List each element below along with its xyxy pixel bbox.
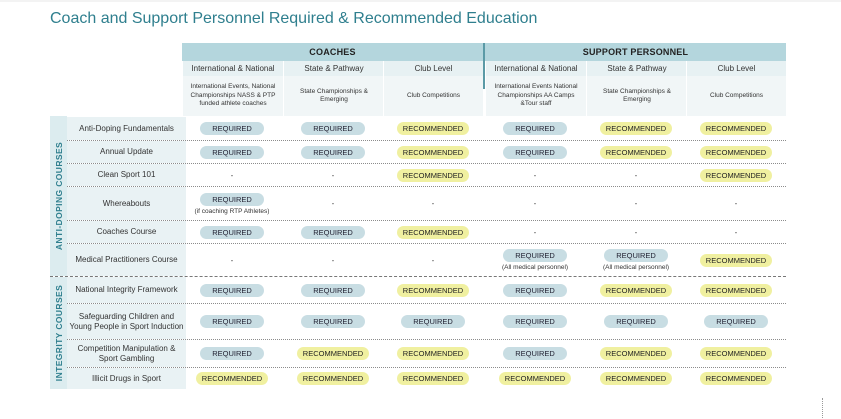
table-cell <box>485 340 585 367</box>
table-cell <box>485 221 585 243</box>
table-cell <box>283 340 383 367</box>
table-cell <box>182 117 282 140</box>
recommended-badge: RECOMMENDED <box>397 146 469 159</box>
recommended-badge: RECOMMENDED <box>397 284 469 297</box>
not-applicable-dash: - <box>734 199 738 208</box>
table-cell <box>383 221 483 243</box>
recommended-badge: RECOMMENDED <box>700 254 772 267</box>
table-cell <box>383 141 483 163</box>
table-cell <box>586 277 686 303</box>
level-description: International Events, National Championships NASS & PTP funded athlete coaches <box>182 76 283 116</box>
course-label: Clean Sport 101 <box>97 170 156 180</box>
level-description: State Championships & Emerging <box>586 76 687 116</box>
recommended-badge: RECOMMENDED <box>600 146 672 159</box>
top-border <box>0 0 841 2</box>
recommended-badge: RECOMMENDED <box>600 372 672 385</box>
level-header: International & National <box>182 61 283 76</box>
table-cell <box>586 164 686 186</box>
recommended-badge: RECOMMENDED <box>397 226 469 239</box>
table-cell <box>485 187 585 220</box>
required-badge: REQUIRED <box>200 122 264 135</box>
table-cell <box>182 304 282 339</box>
group-header-support: SUPPORT PERSONNEL <box>485 43 786 61</box>
table-cell <box>586 304 686 339</box>
table-cell <box>586 221 686 243</box>
table-cell <box>686 187 786 220</box>
not-applicable-dash: - <box>331 170 335 180</box>
table-cell <box>182 141 282 163</box>
level-header: State & Pathway <box>586 61 687 76</box>
not-applicable-dash: - <box>331 255 335 265</box>
required-badge: REQUIRED <box>301 146 365 159</box>
level-header: Club Level <box>686 61 786 76</box>
table-cell <box>485 117 585 140</box>
recommended-badge: RECOMMENDED <box>297 347 369 360</box>
table-cell <box>182 340 282 367</box>
required-badge: REQUIRED <box>200 347 264 360</box>
not-applicable-dash: - <box>230 170 234 180</box>
table-cell <box>283 244 383 276</box>
not-applicable-dash: - <box>533 199 537 208</box>
required-badge: REQUIRED <box>301 226 365 239</box>
recommended-badge: RECOMMENDED <box>600 347 672 360</box>
table-cell <box>283 304 383 339</box>
category-label-anti-doping: ANTI-DOPING COURSES <box>54 141 64 251</box>
required-badge: REQUIRED <box>301 122 365 135</box>
table-cell <box>283 221 383 243</box>
not-applicable-dash: - <box>634 199 638 208</box>
course-label: Competition Manipulation & Sport Gambling <box>77 344 176 363</box>
recommended-badge: RECOMMENDED <box>397 169 469 182</box>
table-cell <box>485 368 585 389</box>
table-cell <box>383 304 483 339</box>
table-cell <box>283 277 383 303</box>
table-cell <box>182 244 282 276</box>
required-badge: REQUIRED <box>604 315 668 328</box>
required-badge: REQUIRED <box>503 122 567 135</box>
not-applicable-dash: - <box>533 227 537 237</box>
recommended-badge: RECOMMENDED <box>297 372 369 385</box>
recommended-badge: RECOMMENDED <box>397 372 469 385</box>
table-cell <box>383 187 483 220</box>
table-cell <box>283 187 383 220</box>
table-cell <box>283 368 383 389</box>
table-cell <box>182 164 282 186</box>
required-badge: REQUIRED <box>503 315 567 328</box>
table-cell <box>686 368 786 389</box>
course-label: Coaches Course <box>96 227 157 237</box>
recommended-badge: RECOMMENDED <box>499 372 571 385</box>
table-cell <box>586 187 686 220</box>
table-cell <box>283 164 383 186</box>
required-badge: REQUIRED <box>704 315 768 328</box>
group-header-coaches: COACHES <box>182 43 483 61</box>
recommended-badge: RECOMMENDED <box>700 122 772 135</box>
table-cell <box>383 277 483 303</box>
table-cell <box>485 141 585 163</box>
course-label: Anti-Doping Fundamentals <box>79 123 174 133</box>
table-cell <box>586 244 686 276</box>
required-badge: REQUIRED <box>301 284 365 297</box>
table-cell <box>686 340 786 367</box>
table-cell <box>383 340 483 367</box>
not-applicable-dash: - <box>431 255 435 265</box>
recommended-badge: RECOMMENDED <box>196 372 268 385</box>
required-badge: REQUIRED <box>401 315 465 328</box>
level-description: International Events National Championships AA Camps &Tour staff <box>485 76 586 116</box>
recommended-badge: RECOMMENDED <box>700 146 772 159</box>
table-cell <box>283 141 383 163</box>
table-cell <box>586 117 686 140</box>
course-label: Whereabouts <box>102 198 151 208</box>
required-badge: REQUIRED <box>503 347 567 360</box>
course-label: Annual Update <box>100 147 153 157</box>
required-badge: REQUIRED <box>200 284 264 297</box>
table-cell <box>586 141 686 163</box>
required-badge: REQUIRED <box>503 284 567 297</box>
course-label: Medical Practitioners Course <box>75 255 178 265</box>
table-cell <box>485 277 585 303</box>
table-cell <box>485 164 585 186</box>
table-cell <box>686 304 786 339</box>
cell-note: (if coaching RTP Athletes) <box>194 207 270 215</box>
required-badge: REQUIRED <box>200 146 264 159</box>
not-applicable-dash: - <box>533 170 537 180</box>
table-cell <box>485 244 585 276</box>
table-cell <box>586 340 686 367</box>
table-cell <box>383 368 483 389</box>
table-cell <box>182 221 282 243</box>
required-badge: REQUIRED <box>604 249 668 262</box>
table-cell <box>686 277 786 303</box>
level-description: Club Competitions <box>383 76 483 116</box>
not-applicable-dash: - <box>230 255 234 265</box>
recommended-badge: RECOMMENDED <box>700 372 772 385</box>
category-label-integrity: INTEGRITY COURSES <box>54 284 64 382</box>
table-cell <box>485 304 585 339</box>
not-applicable-dash: - <box>634 227 638 237</box>
table-cell <box>182 277 282 303</box>
table-cell <box>182 187 282 220</box>
table-cell <box>383 164 483 186</box>
table-cell <box>686 164 786 186</box>
recommended-badge: RECOMMENDED <box>700 169 772 182</box>
required-badge: REQUIRED <box>200 226 264 239</box>
required-badge: REQUIRED <box>503 249 567 262</box>
not-applicable-dash: - <box>331 199 335 208</box>
table-cell <box>686 221 786 243</box>
recommended-badge: RECOMMENDED <box>700 284 772 297</box>
recommended-badge: RECOMMENDED <box>397 122 469 135</box>
course-label: National Integrity Framework <box>75 285 178 295</box>
required-badge: REQUIRED <box>200 193 264 206</box>
level-description: State Championships & Emerging <box>283 76 384 116</box>
table-cell <box>586 368 686 389</box>
table-cell <box>182 368 282 389</box>
not-applicable-dash: - <box>634 170 638 180</box>
page-title: Coach and Support Personnel Required & Recommended Education <box>50 10 538 27</box>
cell-note: (All medical personnel) <box>602 264 670 271</box>
recommended-badge: RECOMMENDED <box>600 122 672 135</box>
required-badge: REQUIRED <box>301 315 365 328</box>
level-header: State & Pathway <box>283 61 384 76</box>
table-cell <box>383 117 483 140</box>
recommended-badge: RECOMMENDED <box>700 347 772 360</box>
table-cell <box>686 244 786 276</box>
recommended-badge: RECOMMENDED <box>600 284 672 297</box>
required-badge: REQUIRED <box>200 315 264 328</box>
level-header: Club Level <box>383 61 483 76</box>
level-description: Club Competitions <box>686 76 786 116</box>
table-cell <box>686 117 786 140</box>
not-applicable-dash: - <box>431 199 435 208</box>
course-label: Safeguarding Children and Young People in Sport Induction <box>69 312 184 331</box>
edge-marks <box>822 398 825 418</box>
required-badge: REQUIRED <box>503 146 567 159</box>
table-cell <box>383 244 483 276</box>
not-applicable-dash: - <box>734 227 738 237</box>
table-cell <box>686 141 786 163</box>
level-header: International & National <box>485 61 586 76</box>
cell-note: (All medical personnel) <box>501 264 569 271</box>
recommended-badge: RECOMMENDED <box>397 347 469 360</box>
table-cell <box>283 117 383 140</box>
course-label: Illicit Drugs in Sport <box>92 373 161 383</box>
